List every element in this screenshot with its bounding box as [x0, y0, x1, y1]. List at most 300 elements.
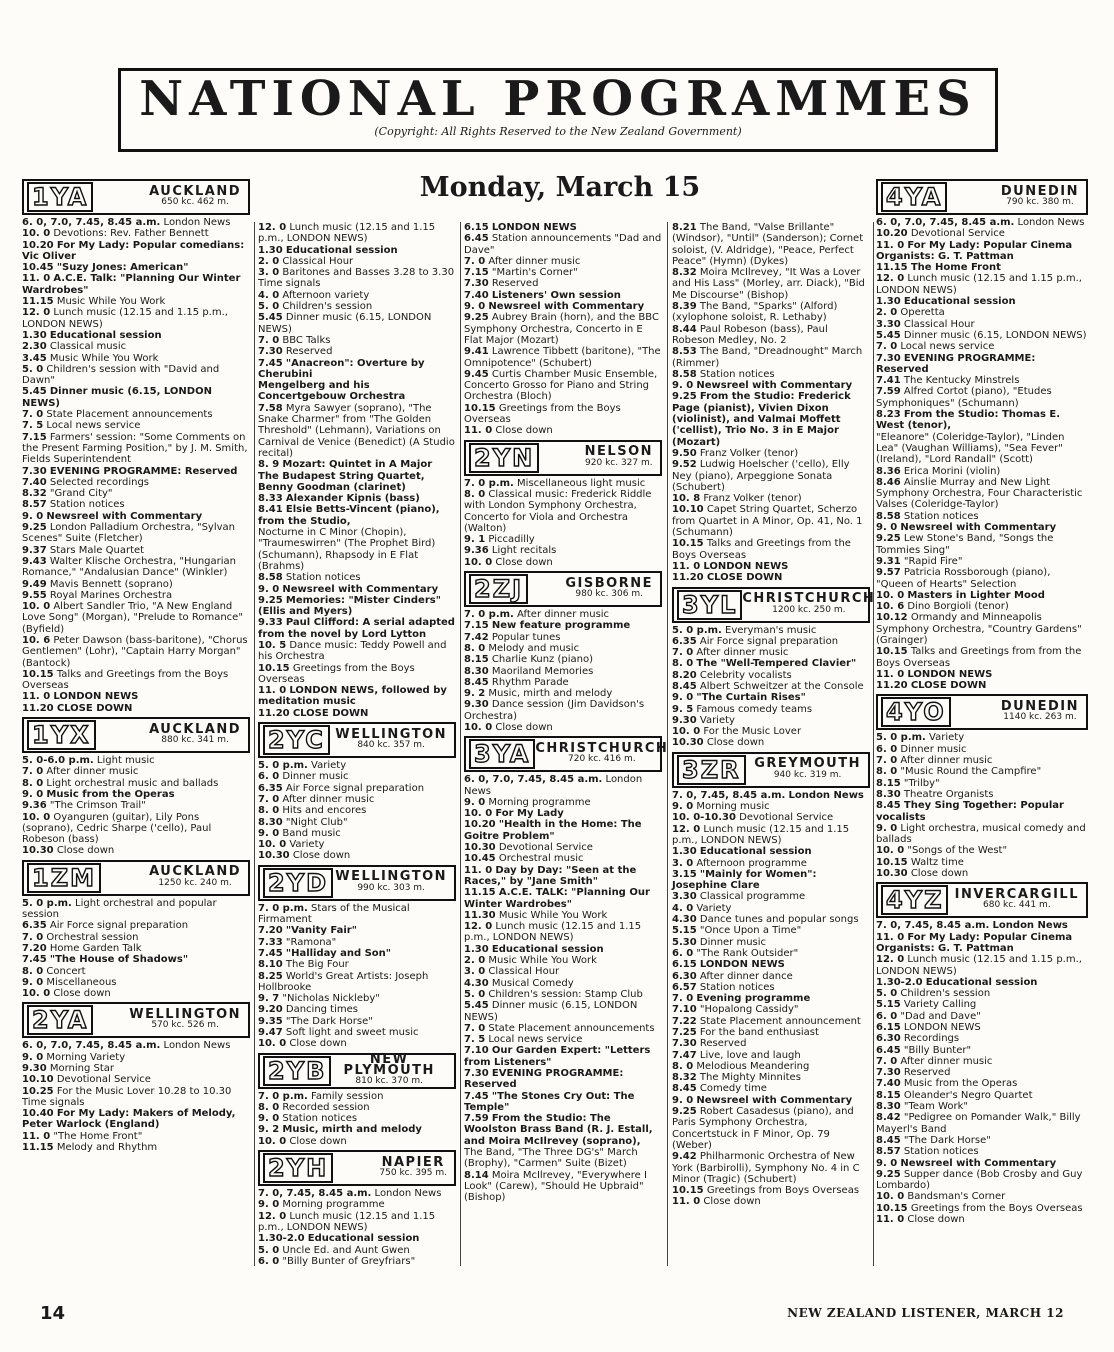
programme-entry: [464, 267, 662, 278]
programme-time: 8. 0: [258, 805, 280, 817]
programme-entry: [22, 898, 250, 921]
programme-text: Newsreel with Commentary: [900, 1157, 1057, 1169]
programme-text: Home Garden Talk: [49, 942, 142, 954]
programme-entry: [258, 925, 456, 936]
programme-text: Dancing times: [285, 1004, 358, 1016]
programme-time: 5.45: [22, 386, 47, 398]
programme-time: 11. 0: [672, 560, 701, 572]
programme-time: 7.30: [876, 352, 901, 364]
programme-entry: [876, 341, 1088, 352]
programme-time: 11.30: [464, 909, 496, 921]
programme-text: CLOSE DOWN: [706, 572, 783, 584]
programme-entry: [464, 425, 662, 436]
programme-time: 9.42: [672, 1151, 697, 1163]
programme-entry: [876, 1203, 1088, 1214]
programme-entry: [672, 647, 870, 658]
programme-entry: [672, 846, 870, 857]
programme-time: 8.45: [876, 800, 901, 812]
station-header: [22, 860, 250, 896]
programme-entry: [876, 522, 1088, 533]
programme-text: Close down: [495, 425, 553, 437]
programme-time: 7.45: [258, 357, 283, 369]
programme-time: 6. 0, 7.0, 7.45, 8.45 a.m.: [464, 774, 603, 786]
programme-text: CLOSE DOWN: [56, 702, 133, 714]
programme-text: "Once Upon a Time": [699, 925, 802, 937]
programme-text: From the Studio: Thomas E. West (tenor),: [876, 409, 1061, 432]
programme-time: 7. 0: [464, 1022, 486, 1034]
programme-text: Oleander's Negro Quartet: [903, 1089, 1033, 1101]
programme-time: 2.30: [22, 341, 47, 353]
programme-entry: [22, 364, 250, 387]
programme-text: Piccadilly: [488, 534, 535, 546]
programme-text: Close down: [703, 1196, 761, 1208]
programme-text: The Mighty Minnites: [699, 1072, 801, 1084]
programme-time: 9.55: [22, 589, 47, 601]
programme-text: EVENING PROGRAMME: Reserved: [876, 352, 1036, 375]
station-city: NEW PLYMOUTH: [343, 1051, 435, 1078]
programme-time: 10. 6: [876, 601, 905, 613]
programme-entry: [672, 925, 870, 936]
programme-text: "The Rank Outsider": [696, 947, 799, 959]
programme-entry: [464, 1034, 662, 1045]
programme-time: 10.15: [672, 538, 704, 550]
programme-entry: [22, 545, 250, 556]
programme-entry: [22, 1074, 250, 1085]
programme-text: Classical Hour: [282, 255, 354, 267]
programme-text: Bandsman's Corner: [907, 1191, 1006, 1203]
programme-text: Dinner music (6.15, LONDON NEWS): [903, 329, 1087, 341]
programme-text: A.C.E. TALK: "Planning Our Winter Wardrobes": [464, 887, 650, 910]
programme-text: "Ramona": [285, 936, 337, 948]
programme-text: Comedy time: [699, 1083, 767, 1095]
programme-time: 6.15: [464, 222, 489, 233]
programme-entry: [258, 1016, 456, 1027]
station-header: [258, 1150, 456, 1186]
programme-time: 2. 0: [258, 255, 280, 267]
programme-entry: [464, 677, 662, 688]
programme-time: 9.57: [876, 567, 901, 579]
programme-text: Close down: [292, 850, 351, 862]
page-number: 14: [40, 1303, 66, 1324]
programme-entry: [464, 910, 662, 921]
programme-entry: [876, 999, 1088, 1010]
programme-entry: [258, 584, 456, 595]
programme-text: Morning music: [696, 801, 770, 813]
programme-time: 7.40: [464, 289, 489, 301]
programme-entry: [258, 640, 456, 663]
programme-entry: [672, 346, 870, 369]
programme-time: 9.25: [876, 1168, 901, 1180]
programme-entry: [22, 691, 250, 702]
programme-entry: [464, 557, 662, 568]
station-header: [258, 722, 456, 758]
programme-time: 10.25: [22, 1085, 54, 1097]
programme-time: 8.30: [876, 788, 901, 800]
programme-time: 10. 0: [22, 601, 51, 613]
programme-time: 3.30: [672, 891, 697, 903]
programme-time: 6. 0: [258, 1255, 280, 1267]
programme-entry: [258, 1245, 456, 1256]
programme-time: 3.45: [22, 352, 47, 364]
programme-time: 6.35: [22, 920, 47, 932]
programme-entry: [464, 1170, 662, 1204]
programme-entry: [672, 692, 870, 703]
programme-text: Theatre Organists: [903, 788, 994, 800]
programme-time: 10.15: [876, 856, 908, 868]
programme-time: 7.59: [876, 386, 901, 398]
programme-time: 6. 0, 7.0, 7.45, 8.45 a.m.: [22, 217, 161, 228]
column-3: [464, 222, 669, 1204]
programme-text: Educational session: [903, 296, 1016, 308]
programme-entry: [22, 296, 250, 307]
station-header: [464, 440, 662, 476]
programme-time: 11.20: [672, 572, 704, 584]
programme-text: Orchestral session: [46, 931, 139, 943]
programme-time: 6.30: [876, 1033, 901, 1045]
programme-entry: [22, 420, 250, 431]
programme-time: 7. 5: [464, 1034, 486, 1046]
programme-entry: [258, 1038, 456, 1049]
programme-text: Soft light and sweet music: [285, 1027, 419, 1038]
programme-text: Close down: [56, 845, 115, 857]
programme-time: 2. 0: [464, 955, 486, 967]
programme-entry: [876, 1022, 1088, 1033]
programme-entry: [258, 459, 456, 470]
programme-entry: [22, 386, 250, 409]
programme-entry: [22, 590, 250, 601]
programme-entry: [258, 760, 456, 771]
programme-text: Lew Stone's Band, "Songs the Tommies Sing": [876, 533, 1054, 556]
programme-time: 9.30: [672, 714, 697, 726]
programme-text: Day by Day: "Seen at the Races," by "Jane Smith": [464, 864, 637, 887]
programme-time: 11.15: [22, 296, 54, 308]
programme-entry: [22, 262, 250, 273]
programme-time: 1.30: [464, 943, 489, 955]
station-frequency: 840 kc. 357 m.: [357, 740, 425, 751]
programme-text: Stars Male Quartet: [49, 544, 145, 556]
programme-time: 11. 0: [22, 273, 51, 285]
programme-time: 7.30: [258, 346, 283, 358]
programme-text: Nocturne in C Minor (Chopin), "Traumeswirren" (The Prophet Bird) (Schumann), Rhapsody in E Flat (Brahms): [258, 527, 436, 572]
programme-text: Recordings: [903, 1033, 960, 1045]
programme-entry: [22, 477, 250, 488]
station-city: AUCKLAND: [149, 864, 241, 880]
programme-entry: [464, 1113, 662, 1147]
programme-text: Ormandy and Minneapolis Symphony Orchestra, "Country Gardens" (Grainger): [876, 612, 1082, 646]
programme-entry: [672, 448, 870, 459]
programme-time: 10. 0: [22, 988, 51, 1000]
programme-entry: [464, 955, 662, 966]
programme-time: 2. 0: [876, 307, 898, 319]
station-city: DUNEDIN: [1000, 183, 1079, 199]
programme-time: 9.43: [22, 555, 47, 567]
programme-time: 7. 0: [22, 409, 44, 421]
programme-text: The Big Four: [285, 959, 349, 971]
programme-entry: [672, 726, 870, 737]
programme-time: 10.15: [876, 646, 908, 658]
programme-text: Air Force signal preparation: [49, 920, 189, 932]
programme-entry: [876, 375, 1088, 386]
station-info: [565, 575, 657, 601]
programme-entry: [258, 828, 456, 839]
programme-text: Famous comedy teams: [696, 703, 813, 715]
programme-entry: [876, 477, 1088, 511]
programme-time: 10.30: [258, 850, 290, 862]
programme-text: Children's session: Stamp Club: [488, 988, 643, 1000]
programme-entry: [876, 1112, 1088, 1135]
programme-text: LONDON NEWS: [53, 691, 139, 703]
programme-time: 7. 5: [22, 420, 44, 432]
programme-entry: [22, 240, 250, 263]
programme-text: Hits and encores: [282, 805, 367, 817]
programme-entry: [22, 988, 250, 999]
programme-entry: [258, 245, 456, 256]
programme-time: 9. 2: [464, 688, 486, 700]
programme-text: Station notices: [285, 572, 361, 584]
programme-entry: [876, 1191, 1088, 1202]
programme-time: 7.45: [22, 954, 47, 966]
programme-time: 8.20: [672, 669, 697, 681]
programme-text: The Kentucky Minstrels: [903, 375, 1020, 387]
programme-time: 7. 0 p.m.: [258, 902, 308, 914]
programme-text: Albert Schweitzer at the Console: [699, 680, 864, 692]
programme-entry: [464, 545, 662, 556]
programme-time: 8.36: [876, 465, 901, 477]
programme-text: Alexander Kipnis (bass): [285, 493, 420, 505]
programme-text: Robert Casadesus (piano), and Paris Symphony Orchestra, Concertstuck in F Minor, Op. 79 (Weber): [672, 1106, 854, 1151]
programme-entry: [672, 937, 870, 948]
programme-text: Music from the Operas: [903, 1078, 1018, 1090]
programme-text: World's Great Artists: Joseph Hollbrooke: [258, 970, 429, 993]
programme-text: Music While You Work: [49, 352, 159, 364]
programme-text: The Band, "Dreadnought" March (Rimmer): [672, 346, 863, 369]
programme-text: London News: [374, 1188, 442, 1200]
programme-text: State Placement announcements: [488, 1022, 655, 1034]
programme-text: Paul Clifford: A serial adapted from the novel by Lord Lytton: [258, 617, 455, 640]
programme-entry: [876, 228, 1088, 239]
station-city: CHRISTCHURCH: [535, 740, 669, 756]
programme-text: Music, mirth and melody: [488, 688, 613, 700]
programme-time: 5. 0: [876, 988, 898, 1000]
programme-time: 9.35: [258, 1015, 283, 1027]
station-logo: 3ZR: [677, 755, 746, 785]
programme-time: 12. 0: [258, 1210, 287, 1222]
programme-entry: [258, 771, 456, 782]
programme-entry: [258, 256, 456, 267]
programme-entry: [464, 632, 662, 643]
station-header: [22, 179, 250, 215]
programme-text: Our Garden Expert: "Letters from Listeners": [464, 1045, 651, 1068]
programme-time: 6. 0, 7.0, 7.45, 8.45 a.m.: [22, 1040, 161, 1052]
programme-text: Melody and Rhythm: [56, 1142, 158, 1154]
programme-entry: [258, 1199, 456, 1210]
programme-time: 9.47: [258, 1027, 283, 1038]
programme-time: 10. 0: [464, 721, 493, 733]
programme-entry: [672, 561, 870, 572]
column-rule: [873, 222, 874, 1266]
programme-entry: [464, 1068, 662, 1091]
programme-text: Music While You Work: [56, 296, 166, 308]
programme-text: Variety: [699, 714, 735, 726]
station-info: [535, 740, 672, 766]
programme-text: Moira McIlrevey, "Everywhere I Look" (Carew), "Should He Upbraid" (Bishop): [464, 1169, 647, 1204]
programme-entry: [464, 1000, 662, 1023]
programme-entry: [876, 1078, 1088, 1089]
programme-time: 5. 0-6.0 p.m.: [22, 755, 94, 767]
programme-text: "Team Work": [903, 1101, 969, 1113]
programme-text: They Sing Together: Popular vocalists: [876, 800, 1064, 823]
programme-entry: [464, 688, 662, 699]
programme-entry: [672, 982, 870, 993]
programme-entry: [876, 744, 1088, 755]
programme-text: "Night Club": [285, 816, 348, 828]
programme-text: Alfred Cortot (piano), "Etudes Symphoniques" (Schumann): [876, 386, 1052, 409]
copyright-notice: (Copyright: All Rights Reserved to the New Zealand Government): [374, 125, 742, 138]
programme-time: 9. 5: [672, 703, 694, 715]
programme-entry: [258, 504, 456, 527]
programme-entry: [672, 704, 870, 715]
programme-text: Evening programme: [696, 993, 811, 1005]
programme-text: "Songs of the West": [907, 845, 1008, 857]
programme-text: Light music: [96, 755, 155, 767]
programme-entry: [876, 1045, 1088, 1056]
programme-time: 8.42: [876, 1112, 901, 1124]
programme-time: 11.20: [876, 680, 908, 692]
programme-entry: [22, 579, 250, 590]
programme-entry: [672, 572, 870, 583]
column-rule: [254, 222, 255, 1266]
programme-entry: [464, 887, 662, 910]
programme-text: Lunch music (12.15 and 1.15 p.m., LONDON NEWS): [258, 222, 436, 245]
programme-entry: [672, 1072, 870, 1083]
programme-entry: [258, 267, 456, 290]
programme-text: For the Music Lover 10.28 to 10.30 Time signals: [22, 1085, 232, 1108]
programme-entry: [672, 801, 870, 812]
programme-entry: [464, 1023, 662, 1034]
programme-time: 10.20: [876, 228, 908, 240]
programme-text: Ainslie Murray and New Light Symphony Orchestra, Four Characteristic Valses (Coleridge-Taylor): [876, 476, 1083, 511]
programme-entry: [672, 222, 870, 267]
programme-entry: [672, 869, 870, 892]
programme-entry: [876, 567, 1088, 590]
station-frequency: 980 kc. 306 m.: [575, 589, 643, 600]
programme-entry: [464, 278, 662, 289]
programme-text: "Rapid Fire": [903, 555, 963, 567]
programme-time: 8. 0: [876, 766, 898, 778]
programme-entry: [22, 800, 250, 811]
programme-time: 10.30: [464, 842, 496, 854]
programme-entry: [22, 954, 250, 965]
programme-entry: [258, 572, 456, 583]
programme-entry: [258, 937, 456, 948]
station-info: [149, 866, 245, 889]
programme-time: 9.49: [22, 578, 47, 590]
programme-text: Paul Robeson (bass), Paul Robeson Medley, No. 2: [672, 323, 828, 346]
programme-time: 5. 0: [464, 988, 486, 1000]
programme-time: 5. 0: [258, 1244, 280, 1256]
programme-entry: [22, 932, 250, 943]
programme-text: Elsie Betts-Vincent (piano), from the Studio,: [258, 504, 440, 527]
programme-entry: [258, 1004, 456, 1015]
programme-text: Myra Sawyer (soprano), "The Snake Charmer" from "The Golden Threshold" (Lehmann), Variations on Carnival de Venice (Benedict) (A Studio recital): [258, 402, 455, 459]
programme-time: 11. 0: [876, 931, 905, 943]
programme-entry: [258, 527, 456, 572]
programme-entry: [672, 1004, 870, 1015]
programme-time: 10.10: [672, 504, 704, 516]
programme-time: 9. 0: [258, 1199, 280, 1211]
programme-entry: [258, 358, 456, 381]
programme-text: Masters in Lighter Mood: [907, 589, 1045, 601]
programme-time: 9.30: [22, 1063, 47, 1074]
programme-entry: [672, 681, 870, 692]
station-header: [464, 736, 669, 772]
programme-text: Stars of the Musical Firmament: [258, 902, 410, 926]
programme-time: 7. 0, 7.45, 8.45 a.m.: [876, 920, 990, 932]
column-2: [258, 222, 456, 1267]
programme-time: 11. 0: [258, 685, 287, 697]
programme-entry: [22, 635, 250, 669]
programme-text: Morning Star: [49, 1063, 115, 1074]
programme-text: Close down: [289, 1135, 347, 1147]
programme-text: Lunch music (12.15 and 1.15 p.m., LONDON NEWS): [22, 307, 228, 330]
station-city: INVERCARGILL: [954, 887, 1079, 903]
programme-text: Greetings from the Boys Overseas: [258, 662, 415, 685]
programme-time: 7.40: [22, 476, 47, 488]
programme-entry: [258, 1102, 456, 1113]
programme-time: 8. 0: [258, 1101, 280, 1113]
station-city: NELSON: [584, 444, 653, 460]
programme-time: 4. 0: [258, 289, 280, 301]
programme-entry: [672, 993, 870, 1004]
programme-time: 8.15: [876, 1089, 901, 1101]
programme-entry: [876, 669, 1088, 680]
programme-text: Patricia Rossborough (piano), "Queen of Hearts" Selection: [876, 567, 1051, 590]
programme-text: Dinner music (6.15, LONDON NEWS): [464, 1000, 638, 1023]
column-1: [22, 176, 250, 1153]
programme-text: Variety: [929, 732, 965, 744]
programme-text: After dinner music: [696, 647, 789, 659]
programme-text: London News: [163, 1040, 231, 1052]
programme-text: A.C.E. Talk: "Planning Our Winter Wardrobes": [22, 273, 241, 296]
station-info: [1001, 701, 1083, 724]
programme-time: 10.15: [876, 1202, 908, 1214]
programme-entry: [464, 666, 662, 677]
station-header: [876, 694, 1088, 730]
programme-time: 10.45: [464, 853, 496, 865]
programme-text: Devotional Service: [910, 228, 1005, 240]
programme-text: Music While You Work: [498, 909, 608, 921]
programme-entry: [672, 1061, 870, 1072]
station-logo: 2YA: [27, 1005, 93, 1035]
programme-text: For the band enthusiast: [699, 1027, 819, 1038]
programme-text: Morning programme: [282, 1199, 385, 1211]
programme-text: Selected recordings: [49, 476, 150, 488]
programme-entry: [464, 865, 662, 888]
programme-text: Station notices: [49, 499, 125, 511]
programme-text: Dinner music (6.15, LONDON NEWS): [258, 312, 432, 335]
programme-time: 6. 0: [672, 947, 694, 959]
station-header: [258, 1053, 456, 1089]
column-rule: [667, 222, 668, 1266]
programme-text: Everyman's music: [725, 624, 817, 636]
programme-text: Variety: [311, 760, 347, 772]
programme-time: 12. 0: [258, 222, 287, 233]
programme-text: Lunch music (12.15 and 1.15 p.m., LONDON NEWS): [876, 273, 1082, 296]
programme-entry: [464, 808, 662, 819]
programme-entry: [22, 920, 250, 931]
programme-text: Classical music: [49, 341, 127, 353]
programme-entry: [464, 301, 662, 312]
